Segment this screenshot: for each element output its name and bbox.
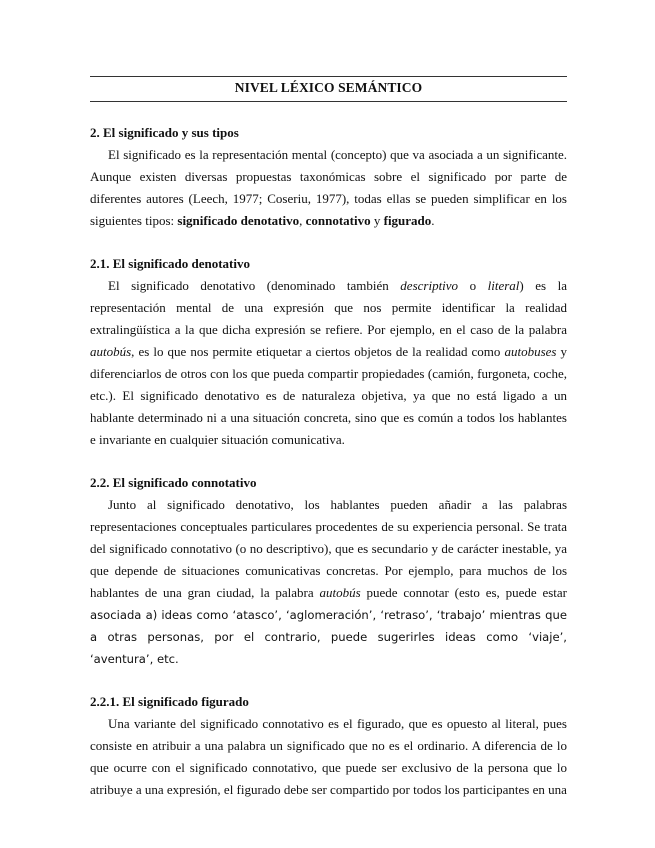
- text-run: Una variante del significado connotativo es el figurado, que es opuesto al literal, pues consiste en atribuir a una palabra un significado que no es el ordinario. A diferencia de lo que ocurre con el significado connotativo, que puede ser exclusivo de la persona que lo atribuye a una expresión, el figurado debe ser compartido por todos los participantes en una: [90, 716, 567, 797]
- text-run: .: [431, 213, 435, 228]
- text-run: y diferenciarlos de otros con los que pueda compartir propiedades (camión, furgoneta, coche, etc.). El significado denotativo es de naturaleza objetiva, ya que no está ligado a un hablante determinado ni a una situación concreta, sino que es común a todos los hablantes e invariante en cualquier situación comunicativa.: [90, 344, 568, 447]
- text-run: , es lo que nos permite etiquetar a ciertos objetos de la realidad como: [131, 344, 505, 359]
- paragraph-2-2: [90, 494, 567, 670]
- paragraph-2-2-1: [90, 713, 567, 801]
- section-heading-2-2-1: 2.2.1. El significado figurado: [90, 694, 249, 709]
- text-run-sans: asociada a) ideas como ‘atasco’, ‘aglomeración’, ‘retraso’, ‘trabajo’ mientras que a otras personas, por el contrario, puede sugerirles ideas como ‘viaje’, ‘aventura’, etc.: [90, 608, 567, 666]
- italic-term: literal: [487, 278, 520, 293]
- bold-term-denotativo: significado denotativo: [177, 213, 300, 228]
- title-top-rule: [90, 76, 567, 77]
- bold-term-connotativo: connotativo: [305, 213, 371, 228]
- document-body: [90, 122, 567, 801]
- italic-term: autobuses: [504, 344, 557, 359]
- text-run: El significado denotativo (denominado también: [108, 278, 401, 293]
- text-run: Junto al significado denotativo, los hablantes pueden añadir a las palabras representaciones conceptuales particulares procedentes de su experiencia personal. Se trata del significado connotativo (o no descriptivo), que es secundario y de carácter inestable, ya que depende de situaciones comunicativas concretas. Por ejemplo, para muchos de los hablantes de una gran ciudad, la palabra: [90, 497, 567, 600]
- text-run: y: [370, 213, 384, 228]
- text-run: ) es la representación mental de una expresión que nos permite identificar la realidad extralingüística a la que dicha expresión se refiere. Por ejemplo, en el caso de la palabra: [90, 278, 567, 337]
- bold-term-figurado: figurado: [383, 213, 432, 228]
- section-heading-2-2: 2.2. El significado connotativo: [90, 475, 257, 490]
- italic-term: autobús: [319, 585, 361, 600]
- paragraph-2: [90, 144, 567, 232]
- title-bottom-rule: [90, 101, 567, 102]
- text-run: o: [458, 278, 488, 293]
- italic-term: descriptivo: [400, 278, 459, 293]
- text-run: El significado es la representación mental (concepto) que va asociada a un significante. Aunque existen diversas propuestas taxonómicas sobre el significado por parte de diferentes autores (Leech, 1977; Coseriu, 1977), todas ellas se pueden simplificar en los siguientes tipos:: [90, 147, 567, 228]
- text-run: ,: [299, 213, 306, 228]
- text-run: puede connotar (esto es, puede estar: [360, 585, 567, 600]
- section-heading-2-1: 2.1. El significado denotativo: [90, 256, 250, 271]
- italic-term: autobús: [90, 344, 132, 359]
- paragraph-2-1: [90, 275, 567, 451]
- section-heading-2: 2. El significado y sus tipos: [90, 125, 239, 140]
- page-title: NIVEL LÉXICO SEMÁNTICO: [234, 80, 423, 95]
